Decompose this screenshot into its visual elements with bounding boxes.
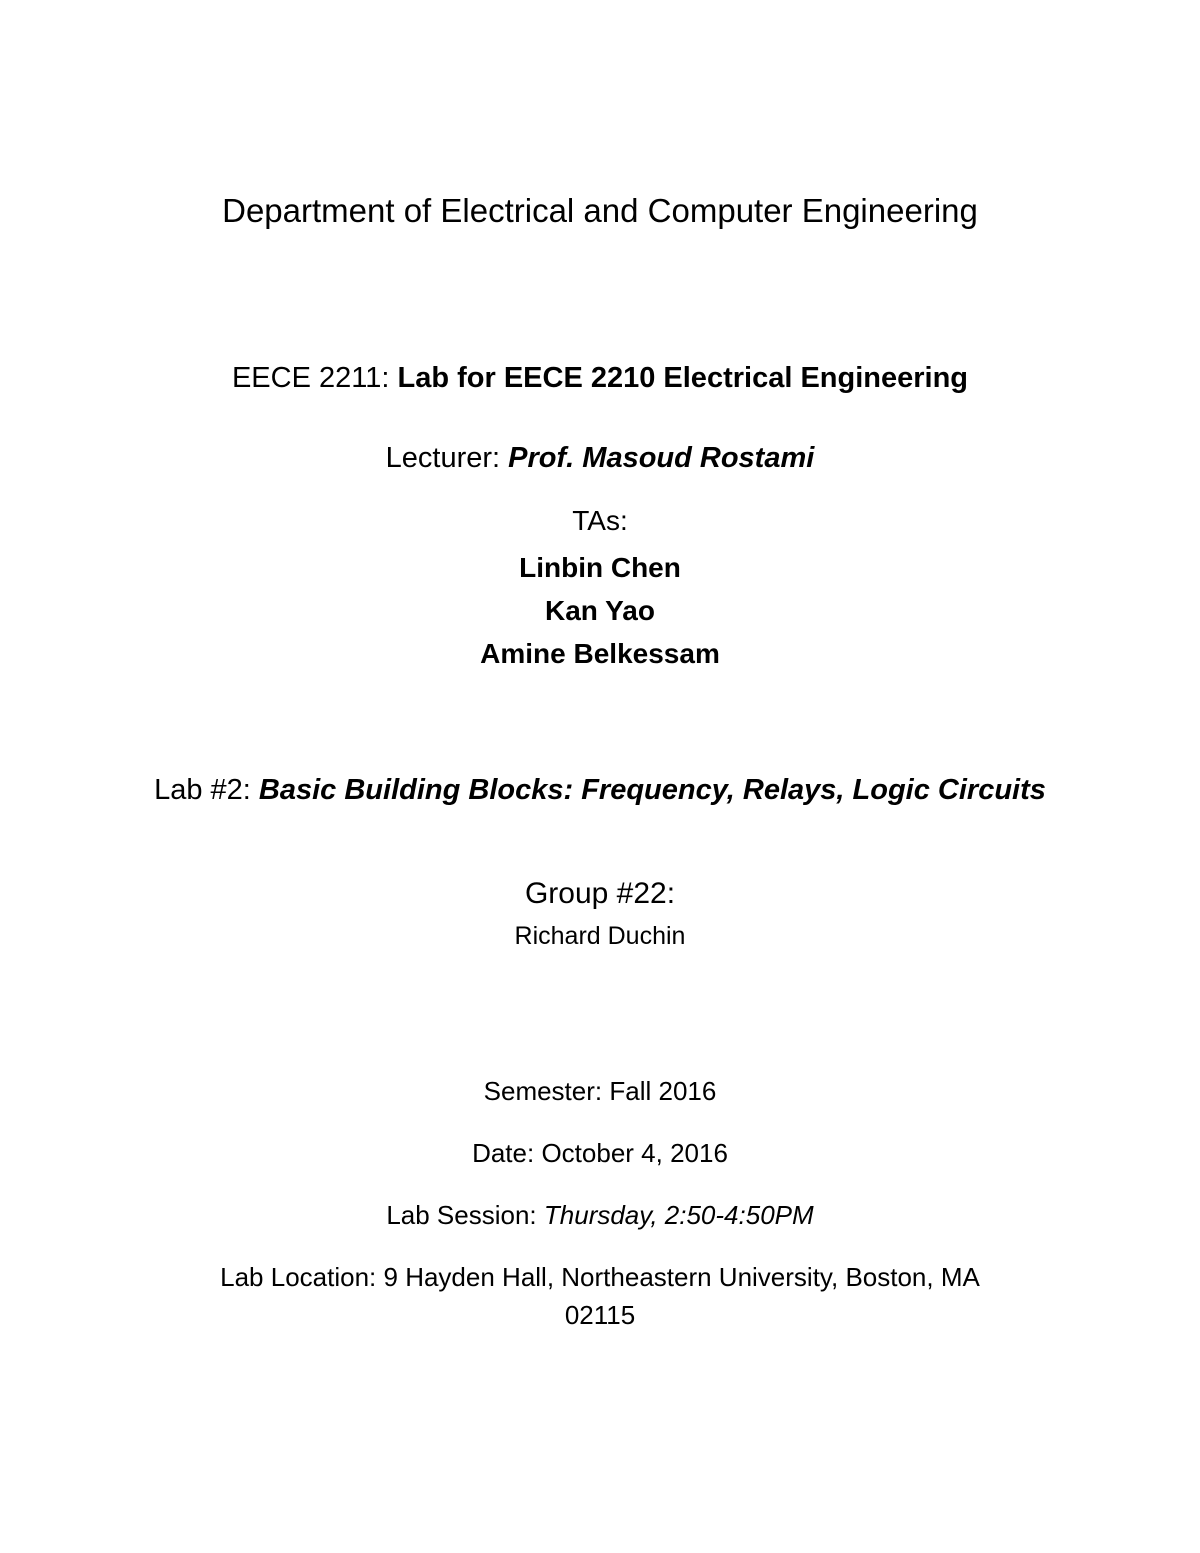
location-label: Lab Location: [220,1262,377,1292]
ta-name [0,552,1200,584]
lab-title-line [0,774,1200,807]
date-line [0,1138,1200,1169]
ta-name [0,595,1200,627]
lab-title: Basic Building Blocks: Frequency, Relays, Logic Circuits [258,774,1046,806]
location-line-continued [0,1300,1200,1331]
ta-name [0,638,1200,670]
location-zip: 02115 [564,1300,636,1330]
tas-label-text: TAs: [572,505,628,536]
session-line [0,1200,1200,1231]
course-line [0,362,1200,395]
group-member [0,922,1200,951]
lecturer-label: Lecturer: [385,442,501,474]
group-label-text: Group #22: [524,877,676,910]
lecturer-line [0,442,1200,475]
date-value: October 4, 2016 [541,1138,728,1168]
semester-label: Semester: [483,1076,603,1106]
location-value: 9 Hayden Hall, Northeastern University, Boston, MA [383,1262,980,1292]
course-code: EECE 2211: [231,362,390,394]
ta-name-text: Amine Belkessam [480,638,720,669]
lab-label: Lab #2: [154,774,251,806]
course-title: Lab for EECE 2210 Electrical Engineering [397,362,969,394]
group-member-name: Richard Duchin [514,922,686,950]
semester-line [0,1076,1200,1107]
tas-label [0,505,1200,537]
session-label: Lab Session: [386,1200,537,1230]
department-text: Department of Electrical and Computer Engineering [222,192,978,229]
semester-value: Fall 2016 [609,1076,717,1106]
ta-name-text: Linbin Chen [519,552,681,583]
date-label: Date: [472,1138,535,1168]
location-line [0,1262,1200,1293]
department-heading [0,192,1200,230]
session-value: Thursday, 2:50-4:50PM [543,1200,814,1230]
group-label [0,877,1200,911]
ta-name-text: Kan Yao [545,595,655,626]
lecturer-name: Prof. Masoud Rostami [508,442,815,474]
